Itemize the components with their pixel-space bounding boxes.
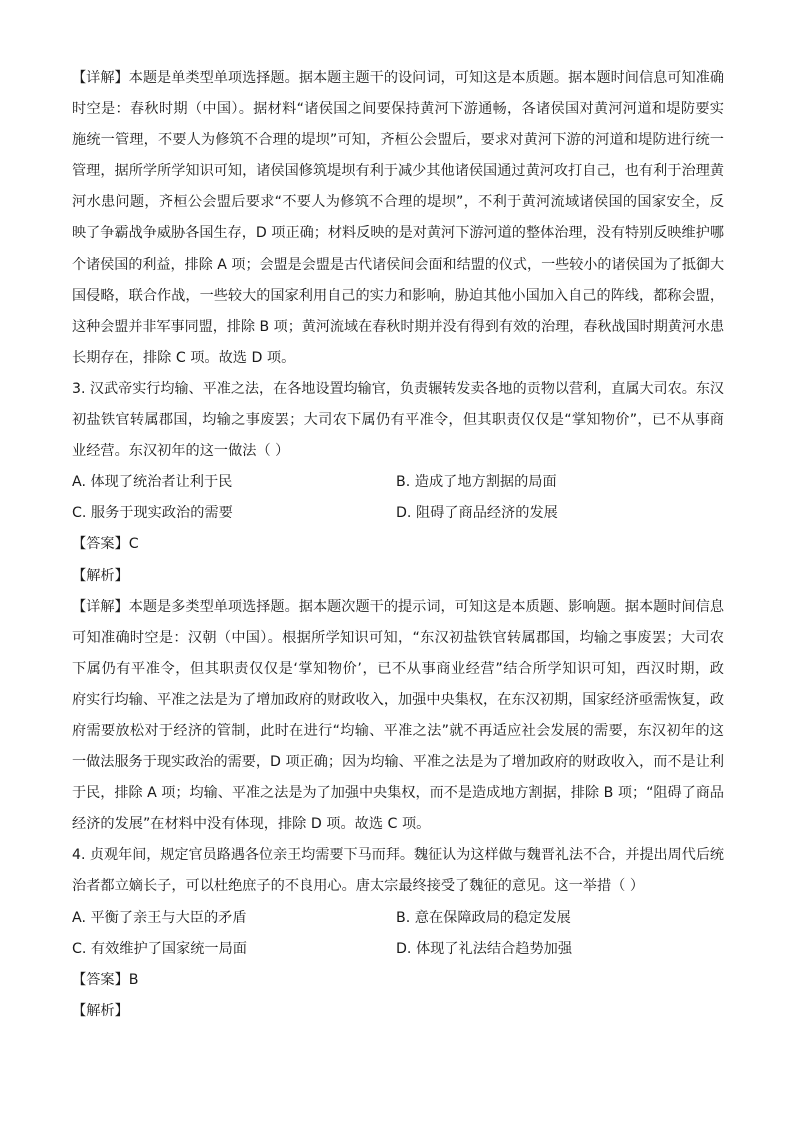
text-line: 一做法服务于现实政治的需要，D 项正确；因为均输、平准之法是为了增加政府的财政收入，而不是让利	[72, 754, 724, 771]
text-line: 4. 贞观年间，规定官员路遇各位亲王均需要下马而拜。魏征认为这样做与魏晋礼法不合，并提出周代后统	[72, 847, 724, 864]
text-line: 府需要放松对于经济的管制，此时在进行“均输、平准之法”就不再适应社会发展的需要，东汉初年的这	[72, 722, 724, 739]
document-page	[72, 63, 724, 1027]
text-line: 管理，据所学所学知识可知，诸侯国修筑堤坝有利于减少其他诸侯国通过黄河攻打自己，也有利于治理黄	[72, 163, 724, 180]
option-d: D. 阻碍了商品经济的发展	[396, 505, 558, 522]
answer-label: 【答案】B	[72, 971, 139, 988]
analysis-label: 【解析】	[72, 567, 129, 584]
option-a: A. 平衡了亲王与大臣的矛盾	[72, 909, 247, 926]
question-4-stem	[72, 840, 724, 902]
question-4-options	[72, 903, 724, 965]
text-line: 映了争霸战争威胁各国生存，D 项正确；材料反映的是对黄河下游河道的整体治理，没有特别反映维护哪	[72, 225, 724, 242]
text-line: 治者都立嫡长子，可以杜绝庶子的不良用心。唐太宗最终接受了魏征的意见。这一举措（ ）	[72, 878, 645, 895]
explanation-q2	[72, 63, 724, 374]
text-line: 业经营。东汉初年的这一做法（ ）	[72, 443, 290, 460]
question-3-options	[72, 467, 724, 529]
text-line: 【详解】本题是多类型单项选择题。据本题次题干的提示词，可知这是本质题、影响题。据本题时间信息	[72, 598, 724, 615]
text-line: 于民，排除 A 项；均输、平准之法是为了加强中央集权，而不是造成地方割据，排除 B 项；“阻碍了商品	[72, 785, 725, 802]
text-line: 这种会盟并非军事同盟，排除 B 项；黄河流域在春秋时期并没有得到有效的治理，春秋战国时期黄河水患	[72, 318, 725, 335]
text-line: 国侵略，联合作战，一些较大的国家利用自己的实力和影响，胁迫其他小国加入自己的阵线，都称会盟，	[72, 287, 724, 304]
text-line: 河水患问题，齐桓公会盟后要求“不要人为修筑不合理的堤坝”，不利于黄河流域诸侯国的国家安全，反	[72, 194, 724, 211]
text-line: 施统一管理，不要人为修筑不合理的堤坝”可知，齐桓公会盟后，要求对黄河下游的河道和堤防进行统一	[72, 132, 724, 149]
text-line: 府实行均输、平准之法是为了增加政府的财政收入，加强中央集权，在东汉初期，国家经济亟需恢复，政	[72, 691, 724, 708]
option-d: D. 体现了礼法结合趋势加强	[396, 940, 573, 957]
explanation-q3	[72, 592, 724, 841]
option-c: C. 服务于现实政治的需要	[72, 505, 233, 522]
answer-label: 【答案】C	[72, 536, 139, 553]
text-line: 下属仍有平准令，但其职责仅仅是‘掌知物价’，已不从事商业经营”结合所学知识可知，西汉时期，政	[72, 660, 724, 677]
option-a: A. 体现了统治者让利于民	[72, 474, 233, 491]
option-c: C. 有效维护了国家统一局面	[72, 940, 247, 957]
text-line: 3. 汉武帝实行均输、平准之法，在各地设置均输官，负责辗转发卖各地的贡物以营利，直属大司农。东汉	[72, 380, 724, 397]
text-line: 初盐铁官转属郡国，均输之事废罢；大司农下属仍有平准令，但其职责仅仅是“掌知物价”，已不从事商	[72, 412, 724, 429]
text-line: 时空是：春秋时期（中国）。据材料“诸侯国之间要保持黄河下游通畅，各诸侯国对黄河河道和堤防要实	[72, 101, 724, 118]
text-line: 个诸侯国的利益，排除 A 项；会盟是会盟是古代诸侯间会面和结盟的仪式，一些较小的诸侯国为了抵御大	[72, 256, 725, 273]
option-b: B. 造成了地方割据的局面	[396, 474, 557, 491]
question-3-stem	[72, 374, 724, 467]
text-line: 长期存在，排除 C 项。故选 D 项。	[72, 349, 296, 366]
text-line: 【详解】本题是单类型单项选择题。据本题主题干的设问词，可知这是本质题。据本题时间信息可知准确	[72, 70, 724, 86]
analysis-label: 【解析】	[72, 1002, 129, 1019]
text-line: 可知准确时空是：汉朝（中国）。根据所学知识可知，“东汉初盐铁官转属郡国，均输之事废罢；大司农	[72, 629, 724, 646]
option-b: B. 意在保障政局的稳定发展	[396, 909, 571, 926]
text-line: 经济的发展”在材料中没有体现，排除 D 项。故选 C 项。	[72, 816, 431, 833]
